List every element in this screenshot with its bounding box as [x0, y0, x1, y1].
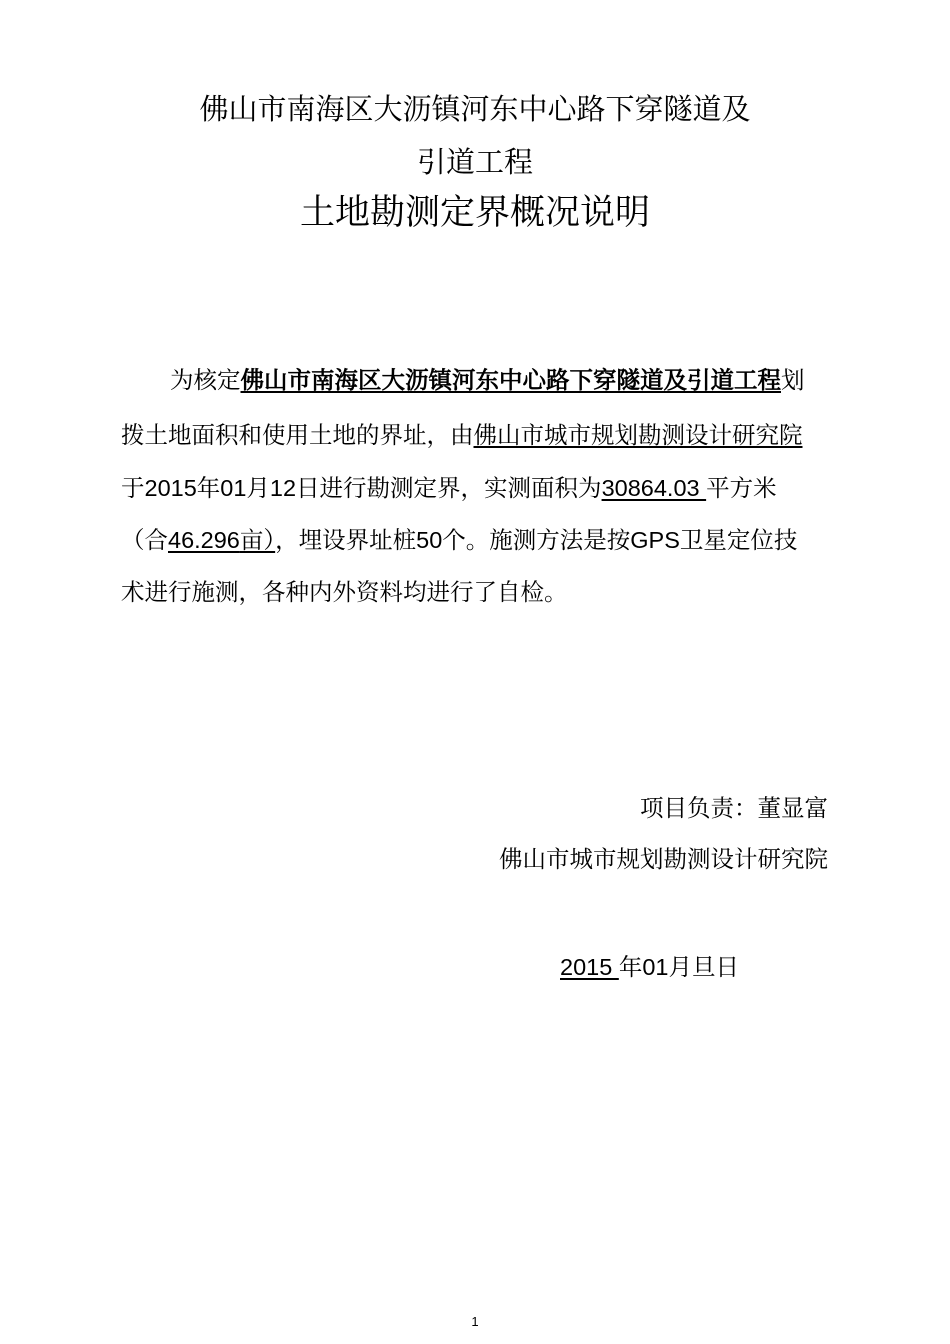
gps-text: GPS [630, 527, 680, 553]
text-ge: 个。施测方法是按 [442, 526, 631, 554]
survey-day: 12 [269, 475, 297, 501]
date-month: 01 [642, 954, 669, 980]
paragraph-line-3 [121, 474, 777, 502]
page-number: 1 [471, 1314, 479, 1329]
text-mid: 日进行勘测定界，实测面积为 [296, 474, 602, 502]
project-responsible: 项目负责：董显富 [640, 794, 828, 822]
institute-name: 佛山市城市规划勘测设计研究院 [473, 421, 803, 449]
paragraph-line-2 [121, 421, 803, 449]
survey-year: 2015 [144, 475, 197, 501]
area-mu-value: 46.296 [168, 527, 240, 553]
text-yu: 于 [121, 474, 145, 502]
text-yue: 月 [246, 474, 270, 502]
document-date [560, 953, 739, 981]
paragraph-line-5: 术进行施测，各种内外资料均进行了自检。 [121, 578, 568, 606]
document-heading: 土地勘测定界概况说明 [299, 193, 650, 233]
date-nian: 年 [618, 953, 643, 981]
signing-institute: 佛山市城市规划勘测设计研究院 [499, 845, 828, 873]
area-mu-unit: 亩） [239, 526, 276, 554]
text-prefix: 拨土地面积和使用土地的界址，由 [121, 421, 474, 449]
measured-area: 30864.03 [601, 475, 707, 501]
date-rest: 月旦日 [668, 953, 739, 981]
text-rest: 卫星定位技 [679, 526, 798, 554]
text-nian: 年 [196, 474, 221, 502]
stake-count: 50 [416, 527, 443, 553]
text-mid: ，埋设界址桩 [275, 526, 417, 554]
project-name: 佛山市南海区大沥镇河东中心路下穿隧道及引道工程 [240, 366, 781, 394]
date-year: 2015 [560, 954, 619, 980]
text-suffix: 划 [781, 366, 805, 394]
survey-month: 01 [220, 475, 247, 501]
area-unit: 平方米 [706, 474, 777, 502]
text-prefix: 为核定 [170, 366, 241, 394]
paragraph-line-4 [121, 526, 798, 554]
document-title-line-1: 佛山市南海区大沥镇河东中心路下穿隧道及 [199, 92, 751, 126]
document-title-line-2: 引道工程 [416, 145, 533, 179]
paragraph-line-1 [170, 366, 805, 394]
text-open: （合 [121, 526, 168, 554]
